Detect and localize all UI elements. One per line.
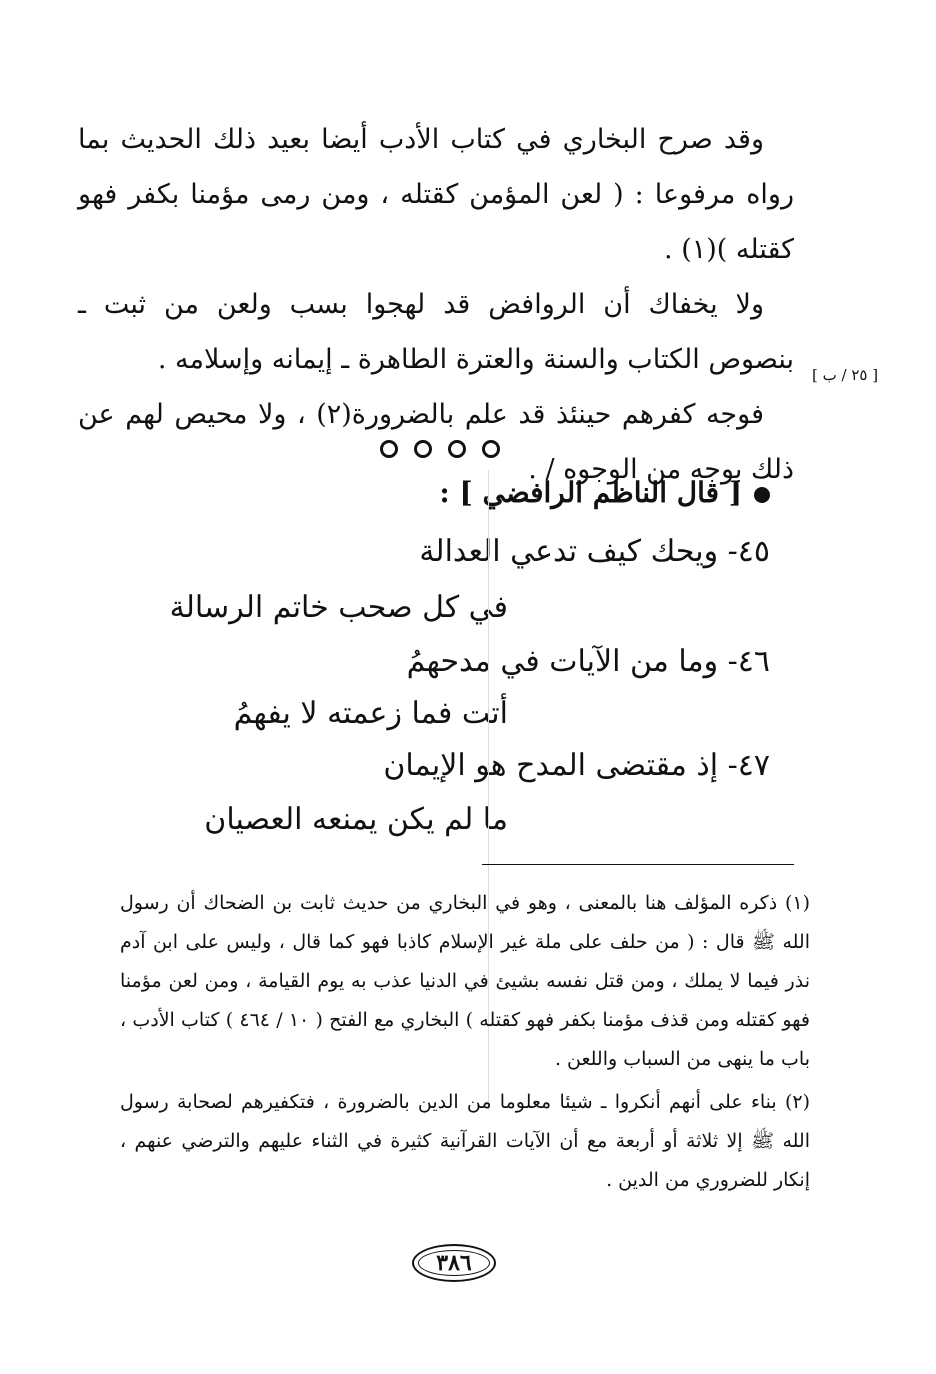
verse-47-first-hemistich: ٤٧- إذ مقتضى المدح هو الإيمان [383, 748, 770, 783]
page-number: ٣٨٦ [412, 1244, 496, 1282]
separator-circle-icon [414, 440, 432, 458]
separator-circle-icon [380, 440, 398, 458]
footnote-2: (٢) بناء على أنهم أنكروا ـ شيئا معلوما من الدين بالضرورة ، فتكفيرهم لصحابة رسول الله ﷺ إلا ثلاثة أو أربعة مع أن الآيات القرآنية كثيرة في الثناء عليهم والترضي عنهم ، إنكار للضروري من الدين . [120, 1091, 810, 1191]
bullet-icon [754, 487, 770, 503]
separator-circle-icon [448, 440, 466, 458]
verse-46-second-hemistich: أتت فما زعمته لا يفهمُ [233, 696, 508, 731]
footnotes [120, 884, 810, 1204]
paragraph-3: فوجه كفرهم حينئذ قد علم بالضرورة(٢) ، ولا محيص لهم عن ذلك بوجه من الوجوه / . [78, 399, 794, 485]
manuscript-folio-marker: [ ٢٥ / ب ] [812, 366, 879, 384]
paragraph-2: ولا يخفاك أن الروافض قد لهجوا بسب ولعن من ثبت ـ بنصوص الكتاب والسنة والعترة الطاهرة ـ إيمانه وإسلامه . [78, 289, 794, 375]
section-separator [380, 434, 500, 464]
verse-45-second-hemistich: في كل صحب خاتم الرسالة [169, 590, 508, 625]
footnote-1: (١) ذكره المؤلف هنا بالمعنى ، وهو في البخاري من حديث ثابت بن الضحاك أن رسول الله ﷺ قال : ( من حلف على ملة غير الإسلام كاذبا فهو كما قال ، وليس على ابن آدم نذر فيما لا يملك ، ومن قتل نفسه بشيئ في الدنيا عذب به يوم القيامة ، ومن لعن مؤمنا فهو كقتله ومن قذف مؤمنا بكفر فهو كقتله ) البخاري مع الفتح ( ١٠ / ٤٦٤ ) كتاب الأدب ، باب ما ينهى من السباب واللعن . [120, 892, 811, 1070]
heading-text: [ قال الناظم الرافضي ] : [439, 476, 742, 509]
separator-circle-icon [482, 440, 500, 458]
verse-47-second-hemistich: ما لم يكن يمنعه العصيان [204, 802, 508, 837]
verse-45-first-hemistich: ٤٥- ويحك كيف تدعي العدالة [419, 534, 770, 569]
verse-46-first-hemistich: ٤٦- وما من الآيات في مدحهمُ [406, 644, 770, 679]
footnote-separator-rule [482, 864, 794, 865]
paragraph-1: وقد صرح البخاري في كتاب الأدب أيضا بعيد ذلك الحديث بما رواه مرفوعا : ( لعن المؤمن كقتله ، ومن رمى مؤمنا بكفر فهو كقتله )(١) . [78, 124, 794, 265]
